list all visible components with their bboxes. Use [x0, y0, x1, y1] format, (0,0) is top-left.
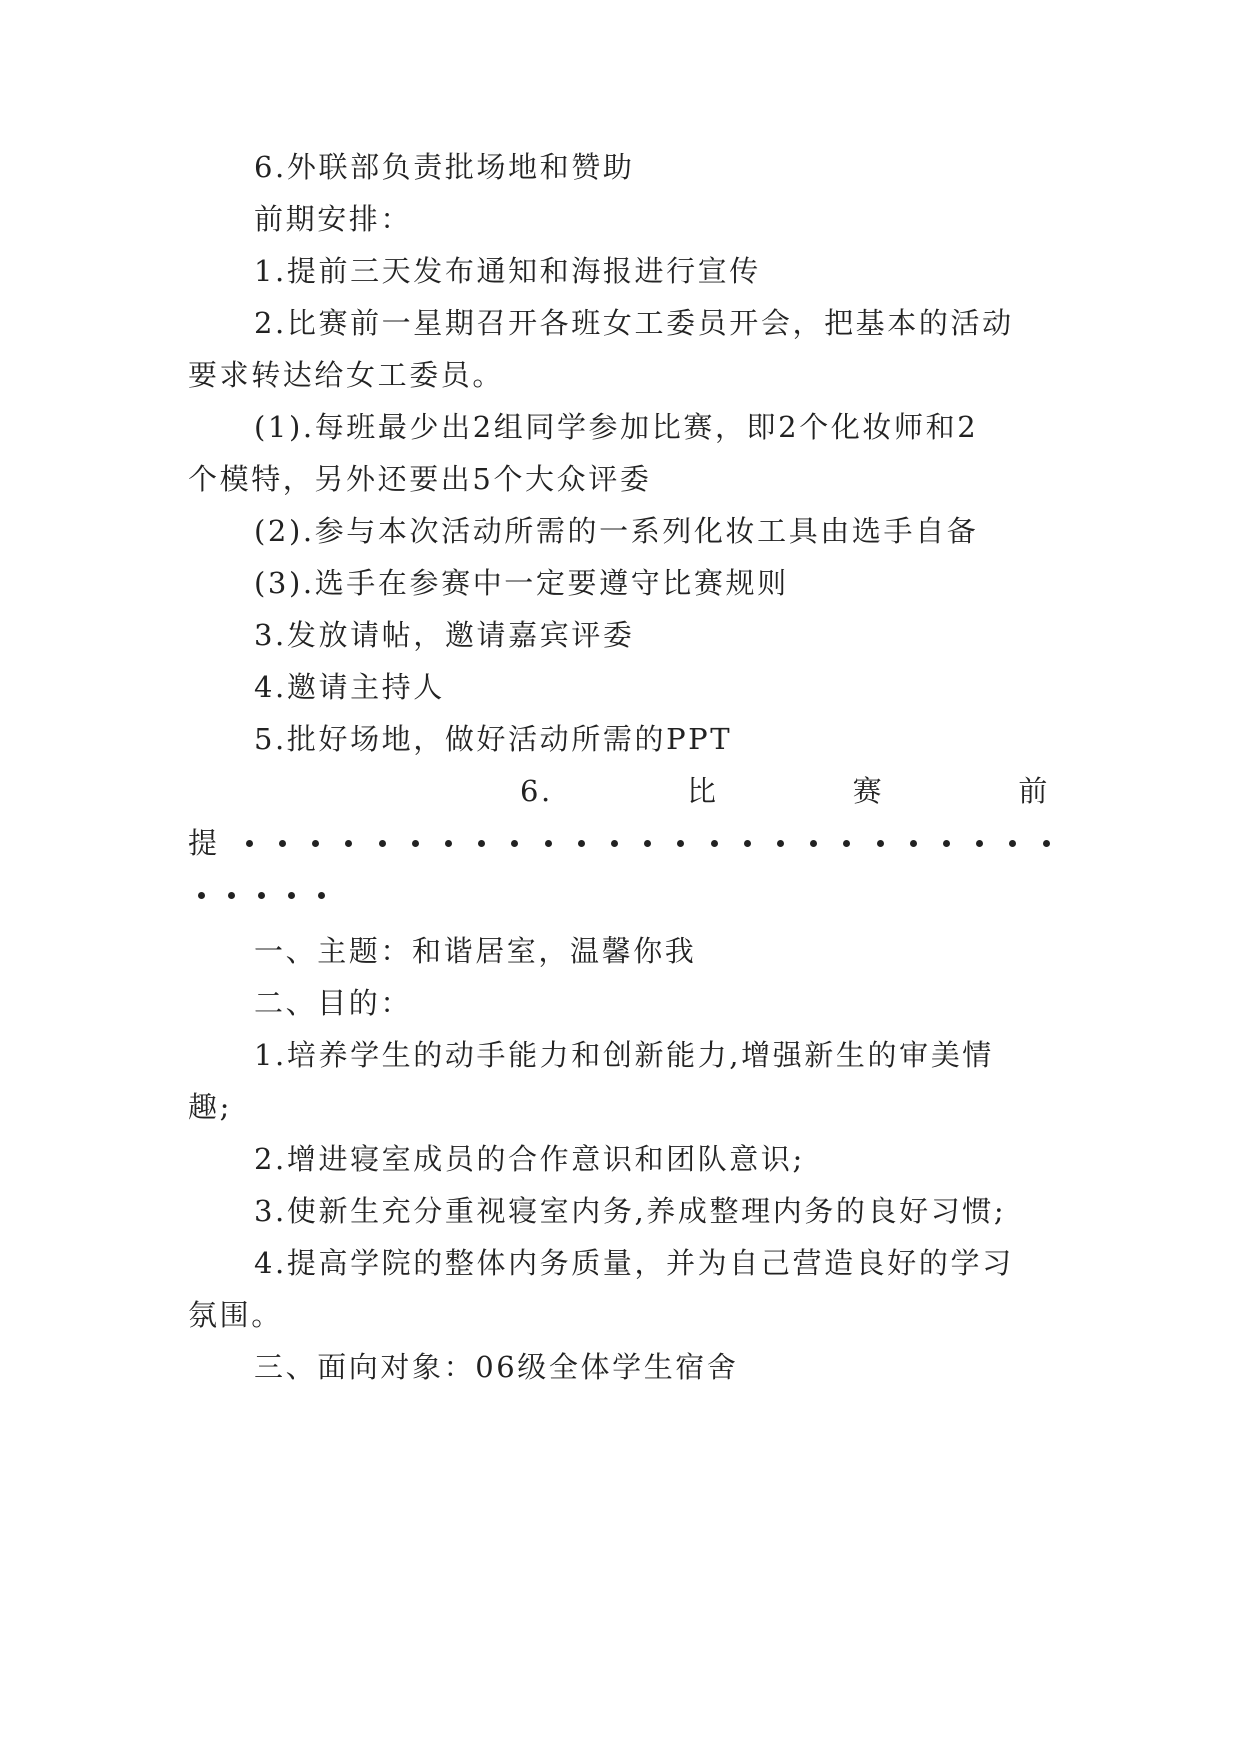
leader-dot [545, 840, 552, 847]
leader-dot [478, 840, 485, 847]
spread-heading [520, 771, 1050, 811]
leader-dot [611, 840, 618, 847]
leader-dot [677, 840, 684, 847]
dots-line [188, 875, 1050, 915]
dots-line [188, 823, 1050, 863]
text-line: 4.提高学院的整体内务质量，并为自己营造良好的学习 [254, 1246, 1014, 1280]
leader-dot [976, 840, 983, 847]
spread-heading-part: 前 [1018, 774, 1050, 808]
text-line: (1).每班最少出2组同学参加比赛，即2个化妆师和2 [254, 410, 979, 444]
leader-dot [288, 892, 295, 899]
section-heading: 三、面向对象：06级全体学生宿舍 [254, 1350, 739, 1384]
spread-heading-part: 6. [520, 774, 553, 808]
leader-dot [843, 840, 850, 847]
text-line: 1.提前三天发布通知和海报进行宣传 [254, 254, 761, 288]
text-line: 个模特，另外还要出5个大众评委 [188, 462, 652, 496]
text-line: 4.邀请主持人 [254, 670, 445, 704]
text-line: (3).选手在参赛中一定要遵守比赛规则 [254, 566, 789, 600]
text-line: 3.使新生充分重视寝室内务,养成整理内务的良好习惯; [254, 1194, 1007, 1228]
leader-dot [228, 892, 235, 899]
spread-heading-part: 赛 [852, 774, 885, 808]
leader-dot [312, 840, 319, 847]
text-line: 趣; [188, 1090, 232, 1124]
leader-dot [318, 892, 325, 899]
text-line: 2.增进寝室成员的合作意识和团队意识; [254, 1142, 805, 1176]
text-line: 6.外联部负责批场地和赞助 [254, 150, 635, 184]
leader-dot [345, 840, 352, 847]
leader-dot [258, 892, 265, 899]
leader-dot [1043, 840, 1050, 847]
text-line: 3.发放请帖，邀请嘉宾评委 [254, 618, 635, 652]
leader-dot [711, 840, 718, 847]
leader-dot [1009, 840, 1016, 847]
leader-dot [910, 840, 917, 847]
text-line: 2.比赛前一星期召开各班女工委员开会，把基本的活动 [254, 306, 1014, 340]
leader-dot [412, 840, 419, 847]
leader-dot [445, 840, 452, 847]
section-heading: 一、主题：和谐居室，温馨你我 [254, 934, 697, 968]
leader-dot [379, 840, 386, 847]
dots-line-start: 提 [188, 826, 220, 860]
leader-dot [777, 840, 784, 847]
leader-dot [279, 840, 286, 847]
text-line: (2).参与本次活动所需的一系列化妆工具由选手自备 [254, 514, 979, 548]
section-heading: 二、目的： [254, 986, 413, 1020]
text-line: 氛围。 [188, 1298, 283, 1332]
text-line: 1.培养学生的动手能力和创新能力,增强新生的审美情 [254, 1038, 994, 1072]
leader-dot [578, 840, 585, 847]
text-line: 5.批好场地，做好活动所需的PPT [254, 722, 733, 756]
leader-dot [198, 892, 205, 899]
leader-dot [744, 840, 751, 847]
leader-dot [511, 840, 518, 847]
dots-row [188, 875, 1050, 915]
leader-dot [246, 840, 253, 847]
leader-dot [810, 840, 817, 847]
leader-dot [943, 840, 950, 847]
leader-dot [877, 840, 884, 847]
spread-heading-part: 比 [686, 774, 719, 808]
leader-dot [644, 840, 651, 847]
dots-row [188, 823, 1050, 863]
text-line: 要求转达给女工委员。 [188, 358, 505, 392]
section-heading: 前期安排： [254, 202, 413, 236]
